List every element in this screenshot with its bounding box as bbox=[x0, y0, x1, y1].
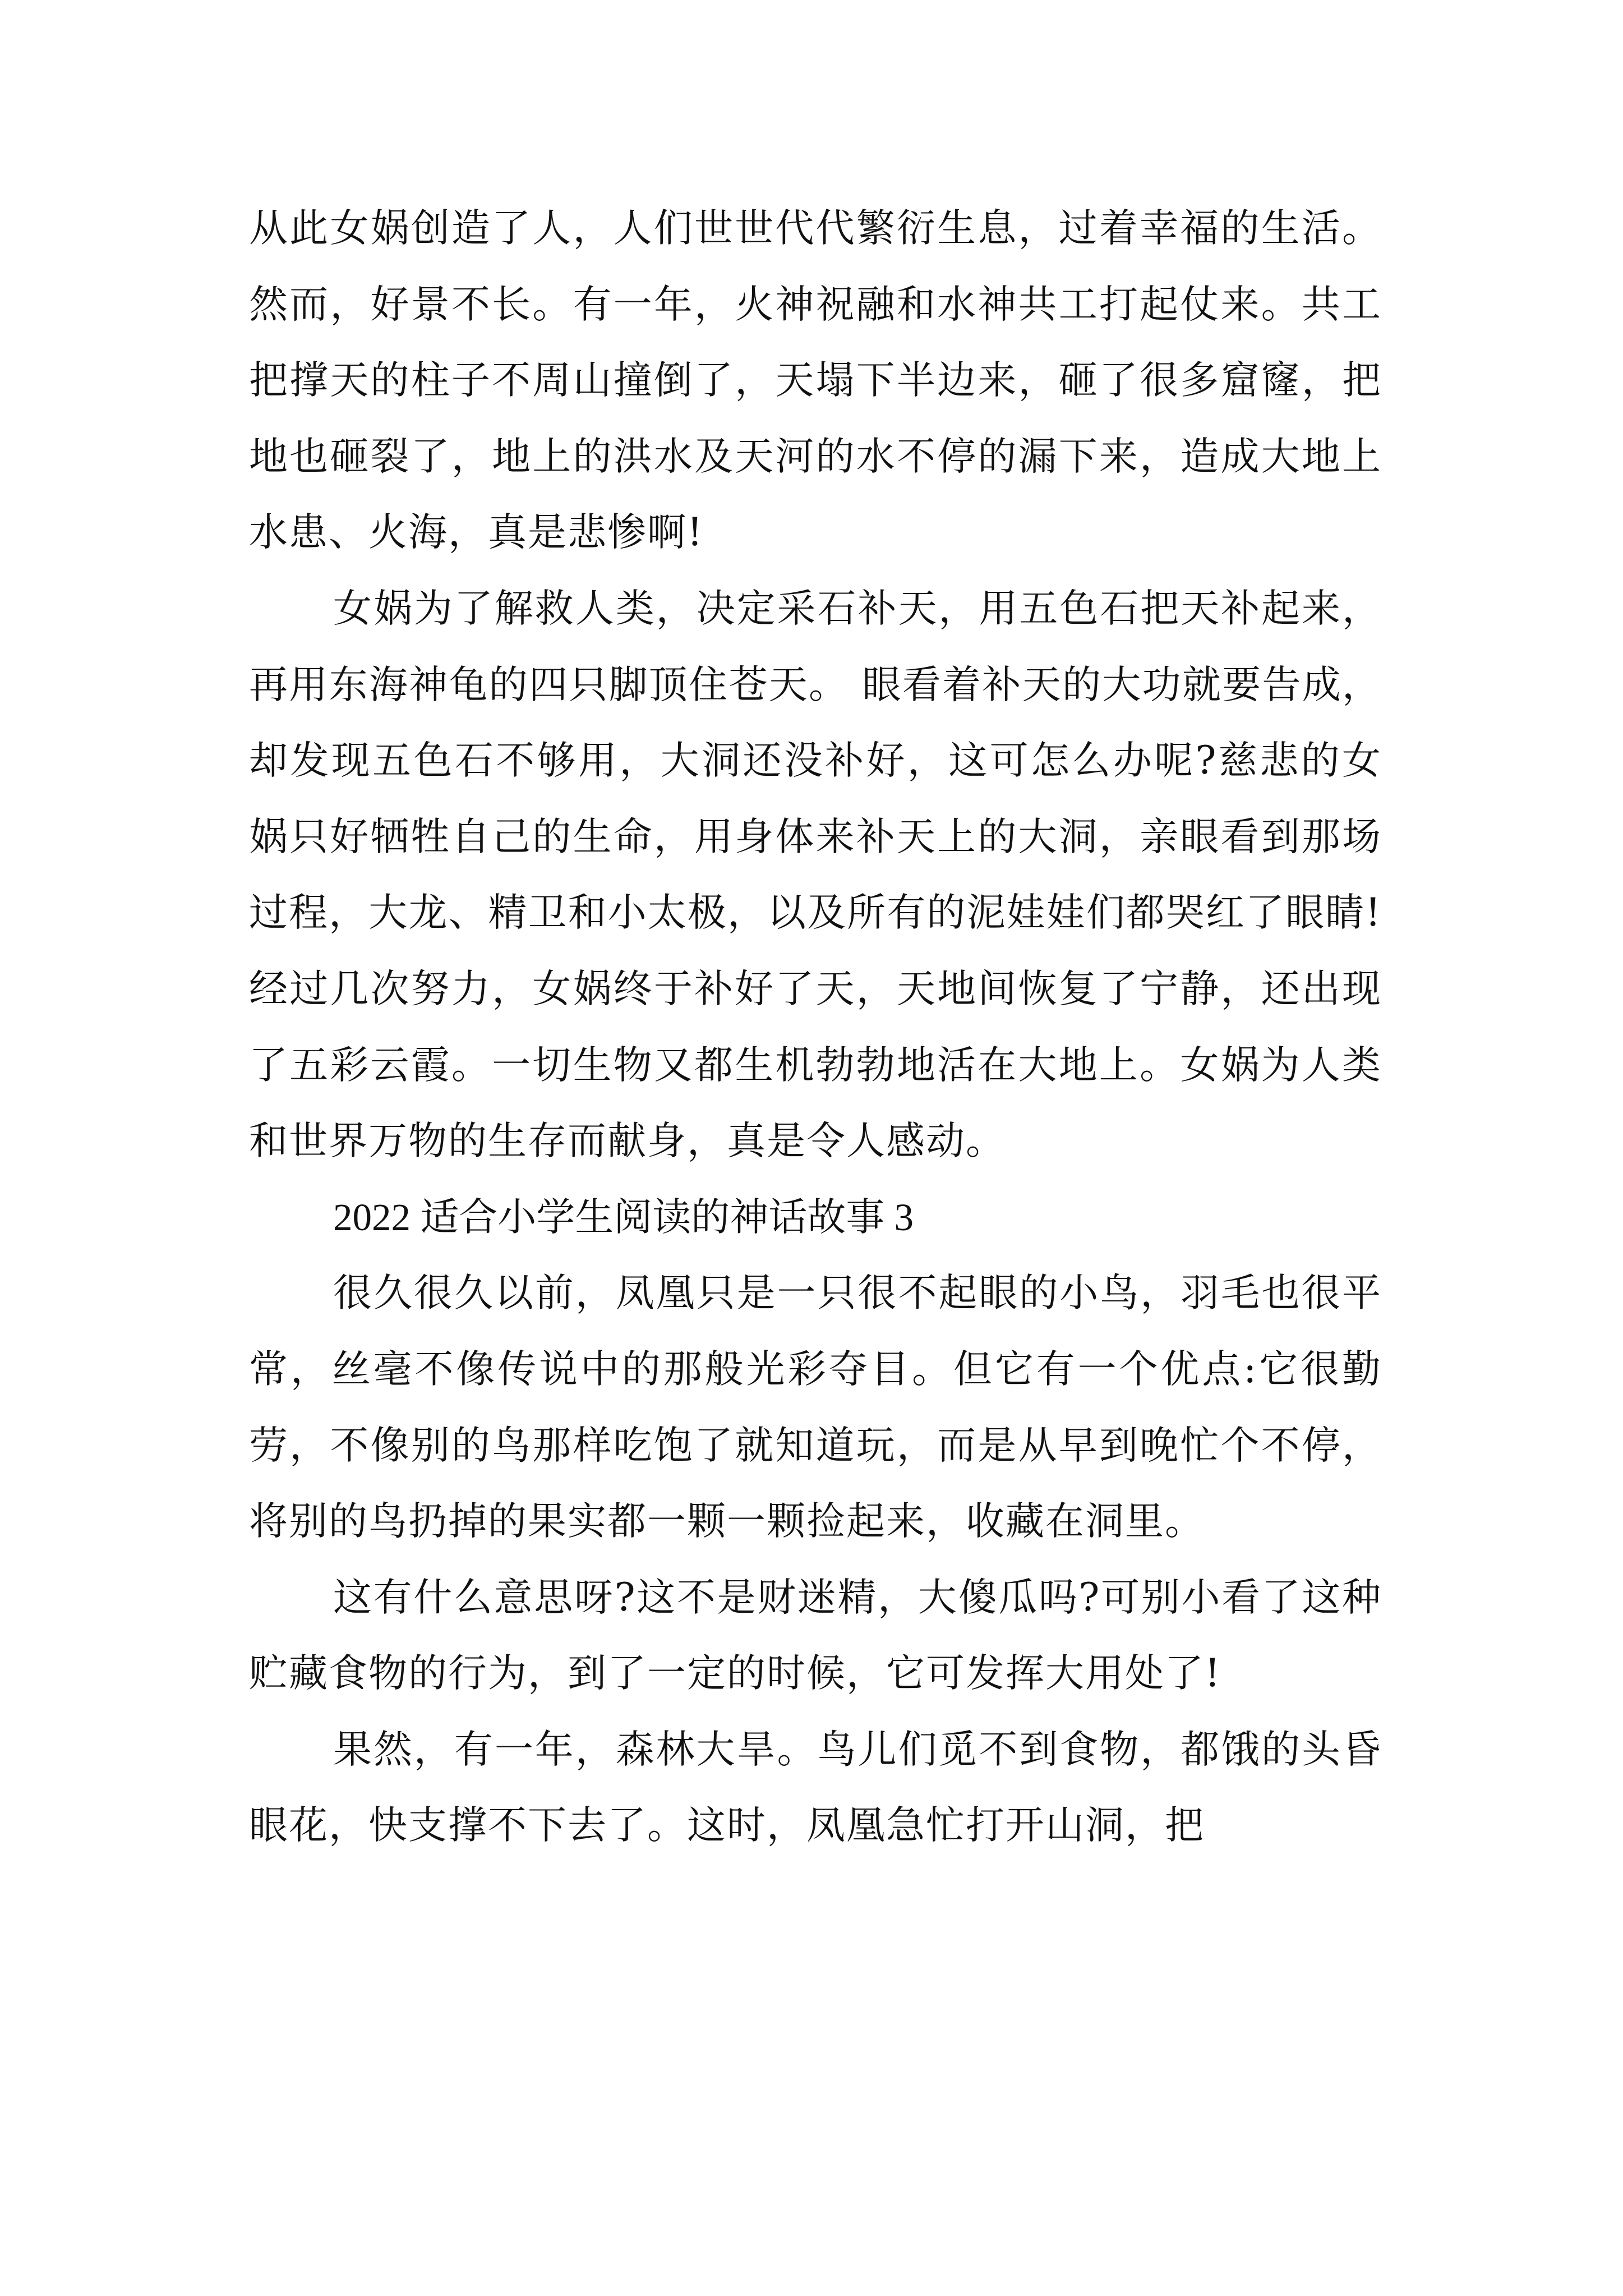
paragraph-4: 这有什么意思呀?这不是财迷精，大傻瓜吗?可别小看了这种贮藏食物的行为，到了一定的时候，它可发挥大用处了! bbox=[249, 1575, 1382, 1696]
paragraph-2: 女娲为了解救人类，决定采石补天，用五色石把天补起来，再用东海神龟的四只脚顶住苍天。 眼看着补天的大功就要告成，却发现五色石不够用，大洞还没补好，这可怎么办呢?慈悲的女娲只好牺牲自己的生命，用身体来补天上的大洞，亲眼看到那场过程，大龙、精卫和小太极，以及所有的泥娃娃们都哭红了眼睛!经过几次努力，女娲终于补好了天，天地间恢复了宁静，还出现了五彩云霞。一切生物又都生机勃勃地活在大地上。女娲为人类和世界万物的生存而献身，真是令人感动。 bbox=[249, 586, 1382, 1164]
section-heading: 2022 适合小学生阅读的神话故事 3 bbox=[333, 1195, 914, 1239]
paragraph-3: 很久很久以前，凤凰只是一只很不起眼的小鸟，羽毛也很平常，丝毫不像传说中的那般光彩夺目。但它有一个优点:它很勤劳，不像别的鸟那样吃饱了就知道玩，而是从早到晚忙个不停，将别的鸟扔掉的果实都一颗一颗捡起来，收藏在洞里。 bbox=[249, 1271, 1382, 1544]
paragraph-1: 从此女娲创造了人，人们世世代代繁衍生息，过着幸福的生活。 然而，好景不长。有一年，火神祝融和水神共工打起仗来。共工把撑天的柱子不周山撞倒了，天塌下半边来，砸了很多窟窿，把地也砸裂了，地上的洪水及天河的水不停的漏下来，造成大地上水患、火海，真是悲惨啊! bbox=[249, 206, 1382, 555]
document-body bbox=[249, 191, 1382, 1864]
paragraph-5: 果然，有一年，森林大旱。鸟儿们觅不到食物，都饿的头昏眼花，快支撑不下去了。这时，凤凰急忙打开山洞，把 bbox=[249, 1727, 1382, 1848]
